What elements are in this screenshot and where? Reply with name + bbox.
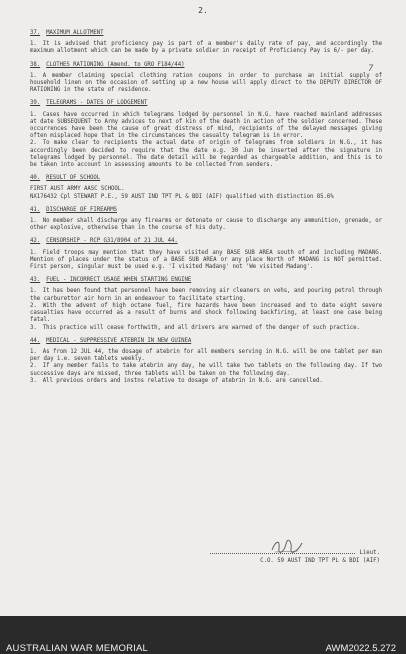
footer-institution: AUSTRALIAN WAR MEMORIAL <box>6 643 149 654</box>
order-section <box>30 62 382 95</box>
section-title: CENSORSHIP - RCP G31/8904 of 21 JUL 44. <box>46 238 178 245</box>
paragraph <box>30 112 382 141</box>
section-number: 41. <box>30 206 41 213</box>
handwritten-mark: 7 <box>368 64 374 74</box>
paragraph <box>30 140 382 169</box>
paragraph-number: 3. <box>30 377 37 384</box>
section-number: 38. <box>30 61 41 68</box>
paragraph-number: 2. <box>30 140 37 147</box>
paragraph-text: With the advent of high octane fuel, fire hazards have been increased and to date eight severe casualties have occurred as a result of burns and shock following backfiring, at least one case being fatal. <box>30 302 382 324</box>
signature-unit: C.O. 59 AUST IND TPT PL & BDI (AIF) <box>260 558 380 564</box>
paragraph-text: A member claiming special clothing ration coupons in order to purchase an initial supply of household linen on the occasion of setting up a new house will apply direct to the DEPUTY DIRECTOR OF RATIONING in the state of residence. <box>30 72 382 94</box>
paragraph <box>30 363 382 377</box>
section-heading <box>30 277 382 284</box>
order-section <box>30 338 382 385</box>
signature-rank: Lieut. <box>359 550 380 556</box>
paragraph-number: 1. <box>30 288 37 295</box>
paragraph-text: NX176432 Cpl STEWART P.E., 59 AUST IND TPT PL & BDI (AIF) qualified with distinction 85.6% <box>30 193 334 200</box>
paragraph-text: This practice will cease forthwith, and all drivers are warned of the danger of such practice. <box>42 324 360 331</box>
order-section <box>30 207 382 233</box>
paragraph-text: Cases have occurred in which telegrams lodged by personnel in N.G. have reached mainland addresses at date SUBSEQUENT to Army advices to next of kin of the death in action of the soldier concerned. These occurrences have been the cause of great distress of mind, recipients of the delayed messages giving often misplaced hope that in the circumstances the casualty telegram is in error. <box>30 111 382 140</box>
section-title: RESULT OF SCHOOL <box>46 175 101 182</box>
section-number: 43. <box>30 277 41 284</box>
paragraph-text: If any member fails to take atebrin any day, he will take two tablets on the following day. If two successive days are missed, three tablets will be taken on the following day. <box>30 363 382 377</box>
section-heading <box>30 62 382 69</box>
paragraph-number: 1. <box>30 218 37 225</box>
section-title: DISCHARGE OF FIREARMS <box>46 206 117 213</box>
paragraph-number: 1. <box>30 249 37 256</box>
paragraph-text: All previous orders and instns relative to dosage of atebrin in N.G. are cancelled. <box>42 377 323 384</box>
section-title: CLOTHES RATIONING (Amend. to GRO F184/44) <box>46 61 185 68</box>
orders-body <box>30 30 382 391</box>
paragraph-text: It has been found that personnel have been removing air cleaners on vehs, and pouring petrol through the carburettor air horn in an endeavour to facilitate starting. <box>30 288 382 302</box>
signature-block <box>210 550 380 564</box>
section-number: 39. <box>30 100 41 107</box>
paragraph <box>30 303 382 325</box>
paragraph <box>30 218 382 232</box>
section-number: 42. <box>30 238 41 245</box>
section-subtitle: FIRST AUST ARMY AASC SCHOOL. <box>30 186 125 193</box>
section-heading <box>30 238 382 245</box>
section-title: TELEGRAMS - DATES OF LODGEMENT <box>46 100 148 107</box>
paragraph <box>30 250 382 272</box>
paragraph-text: As from 12 JUL 44, the dosage of atebrin for all members serving in N.G. will be one tablet per man per day i.e. seven tablets weekly. <box>30 348 382 363</box>
section-number: 44. <box>30 337 41 344</box>
order-section <box>30 175 382 201</box>
section-heading <box>30 30 382 37</box>
order-section <box>30 277 382 331</box>
order-section <box>30 238 382 271</box>
page-number: 2. <box>198 6 208 15</box>
paragraph <box>30 325 382 332</box>
section-number: 40. <box>30 175 41 182</box>
section-title: MEDICAL - SUPPRESSIVE ATEBRIN IN NEW GUINEA <box>46 337 192 344</box>
paragraph <box>30 194 382 201</box>
paragraph-number: 1. <box>30 72 37 79</box>
paragraph-number: 1. <box>30 111 37 118</box>
paragraph-number: 2. <box>30 302 37 309</box>
signature-scrawl <box>270 538 304 554</box>
section-title: MAXIMUM ALLOTMENT <box>46 30 104 36</box>
section-heading <box>30 100 382 107</box>
section-number: 37. <box>30 30 41 36</box>
paragraph-text: Field troops may mention that they have visited any BASE SUB AREA south of and including MADANG. Mention of places under the status of a BASE SUB AREA or any place North of MADANG is NOT permitted. First person, singular must be used e.g. 'I visited Madang' not 'We visited Madang'. <box>30 249 382 271</box>
order-section <box>30 30 382 56</box>
archive-footer <box>0 616 406 653</box>
paragraph-number: 1. <box>30 41 37 48</box>
paragraph-number: 3. <box>30 324 37 331</box>
section-heading <box>30 175 382 182</box>
paragraph-text: It is advised that proficiency pay is part of a member's daily rate of pay, and accordingly the maximum allotment which can be made by a private soldier in receipt of Proficiency Pay is 6/- per day. <box>30 41 382 55</box>
paragraph-text: To make clear to recipients the actual date of origin of telegrams from soldiers in N.G., it has accordingly been decided to require that the date e.g. 30 Jun be inserted after the signature in telegrams lodged by personnel. The date detail will be regarded as chargeable addition, and this is to be taken into account in assessing amounts to be collected from senders. <box>30 140 382 169</box>
paragraph <box>30 73 382 95</box>
paragraph <box>30 288 382 302</box>
paragraph-number: 1. <box>30 348 37 355</box>
paragraph-number: 2. <box>30 363 37 370</box>
section-title: FUEL - INCORRECT USAGE WHEN STARTING ENGINE <box>46 277 192 284</box>
order-section <box>30 100 382 169</box>
paragraph <box>30 378 382 385</box>
paragraph-text: No member shall discharge any firearms or detonate or cause to discharge any ammunition, grenade, or other explosive, otherwise than in the course of his duty. <box>30 218 382 232</box>
section-heading <box>30 338 382 345</box>
footer-accession-number: AWM2022.5.272 <box>325 643 396 654</box>
paragraph <box>30 349 382 363</box>
paragraph <box>30 41 382 55</box>
section-heading <box>30 207 382 214</box>
